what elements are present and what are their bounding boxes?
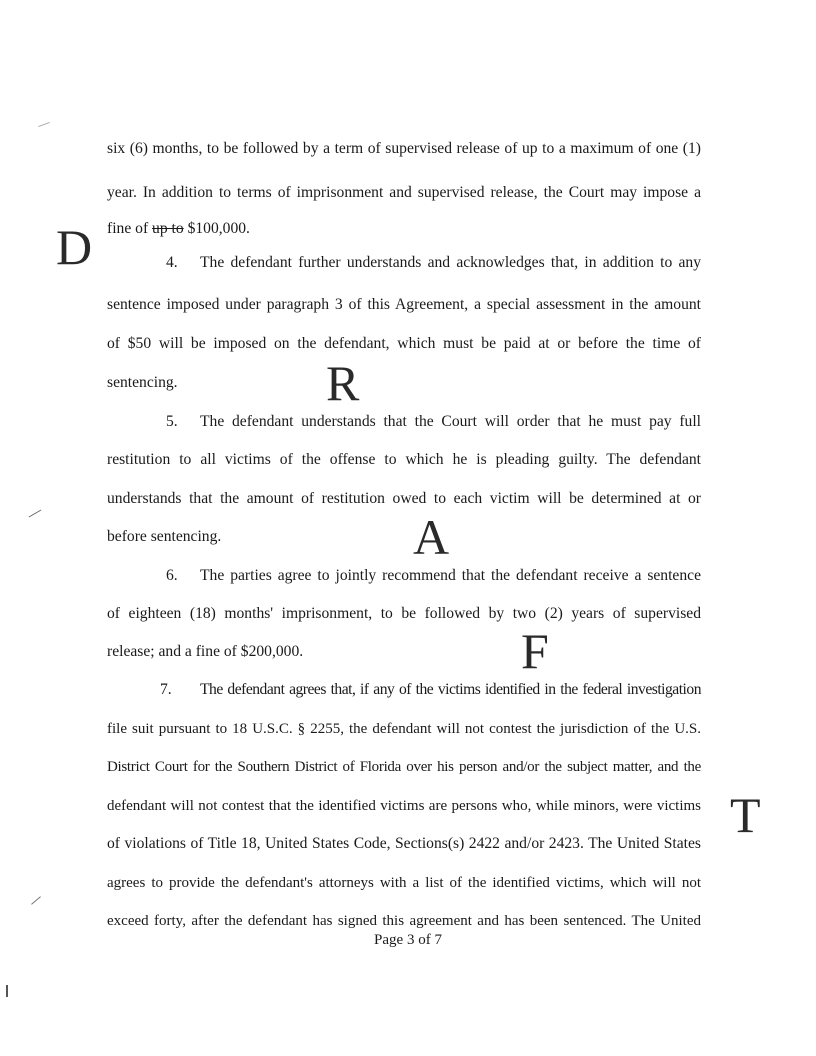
scan-artifact [29, 510, 42, 518]
text-line: before sentencing. [107, 528, 222, 545]
text-line: The defendant understands that the Court will order that he must pay full [200, 413, 701, 430]
text-line: of eighteen (18) months' imprisonment, to be followed by two (2) years of supervised [107, 605, 701, 622]
text-line: understands that the amount of restitution owed to each victim will be determined at or [107, 490, 701, 507]
text-line: of violations of Title 18, United States Code, Sections(s) 2422 and/or 2423. The United States [107, 835, 701, 852]
text-line: year. In addition to terms of imprisonment and supervised release, the Court may impose a [107, 184, 701, 201]
text-line: file suit pursuant to 18 U.S.C. § 2255, the defendant will not contest the jurisdiction of the U.S. [107, 721, 701, 737]
text-line [107, 220, 250, 238]
scan-artifact [38, 122, 50, 127]
text-line: agrees to provide the defendant's attorneys with a list of the identified victims, which will not [107, 875, 701, 891]
text-fragment: $100,000. [187, 220, 250, 237]
scan-artifact [6, 985, 8, 997]
text-line: restitution to all victims of the offense to which he is pleading guilty. The defendant [107, 451, 701, 468]
text-line: release; and a fine of $200,000. [107, 643, 304, 660]
text-fragment: fine of [107, 220, 149, 237]
draft-watermark-letter: A [413, 509, 450, 565]
text-line: The parties agree to jointly recommend that the defendant receive a sentence [200, 567, 701, 584]
paragraph-number: 4. [166, 254, 178, 271]
text-line: The defendant further understands and acknowledges that, in addition to any [200, 254, 701, 271]
draft-watermark-letter: D [56, 219, 93, 275]
text-line: sentence imposed under paragraph 3 of this Agreement, a special assessment in the amount [107, 296, 701, 313]
draft-watermark-letter: R [326, 355, 360, 411]
draft-watermark-letter: F [521, 623, 549, 679]
paragraph-number: 5. [166, 413, 178, 430]
page-number: Page 3 of 7 [374, 932, 442, 948]
text-line: six (6) months, to be followed by a term of supervised release of up to a maximum of one (1) [107, 140, 701, 157]
text-line: sentencing. [107, 374, 178, 391]
scan-artifact [31, 896, 41, 904]
text-line: defendant will not contest that the identified victims are persons who, while minors, were victims [107, 798, 701, 814]
paragraph-number: 6. [166, 567, 178, 584]
paragraph-number: 7. [160, 681, 172, 698]
draft-watermark-letter: T [730, 787, 761, 843]
struck-text: up to [152, 220, 184, 237]
text-line: of $50 will be imposed on the defendant, which must be paid at or before the time of [107, 335, 701, 352]
text-line: The defendant agrees that, if any of the victims identified in the federal investigation [200, 681, 701, 698]
text-line: exceed forty, after the defendant has signed this agreement and has been sentenced. The United [107, 913, 701, 929]
text-line: District Court for the Southern District of Florida over his person and/or the subject matter, and the [107, 759, 701, 775]
